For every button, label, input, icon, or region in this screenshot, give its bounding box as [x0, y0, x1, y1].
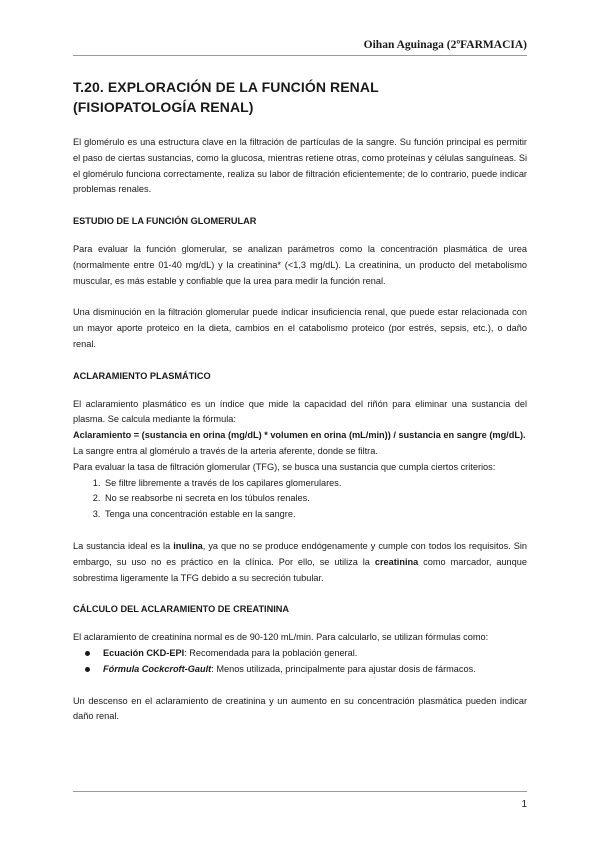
header-author: Oihan Aguinaga (2ºFARMACIA): [363, 39, 527, 51]
section-heading-aclaramiento: ACLARAMIENTO PLASMÁTICO: [73, 370, 211, 381]
inulina-text-a: La sustancia ideal es la: [73, 540, 174, 551]
creatinina-term: creatinina: [374, 556, 419, 567]
footer-divider: [73, 791, 527, 792]
aclaramiento-paragraph-3: Para evaluar la tasa de filtración glomerular (TFG), se busca una sustancia que cumpla ciertos criterios:: [73, 461, 496, 472]
inulina-text-e: como marcador, aunque sobrestima ligeramente la TFG debido a su secreción tubular.: [73, 556, 527, 583]
criteria-item: 1. Se filtre libremente a través de los capilares glomerulares.: [103, 476, 527, 492]
header-divider: [73, 55, 527, 56]
glomerular-paragraph-2: Una disminución en la filtración glomerular puede indicar insuficiencia renal, que puede estar relacionada con un mayor aporte proteico en la dieta, cambios en el catabolismo proteico (por estrés, sepsis, etc.), o daño renal.: [73, 307, 527, 349]
calculo-paragraph-1: El aclaramiento de creatinina normal es de 90-120 mL/min. Para calcularlo, se utilizan fórmulas como:: [73, 632, 489, 643]
criteria-item: 2. No se reabsorbe ni secreta en los túbulos renales.: [103, 491, 527, 507]
title-line-1: T.20. EXPLORACIÓN DE LA FUNCIÓN RENAL: [73, 79, 379, 95]
formula-list: [73, 646, 527, 678]
formula-item-term: Ecuación CKD-EPI: [103, 647, 185, 658]
inulina-text-c: , ya que no se produce endógenamente y cumple con todos los requisitos. Sin embargo, su uso no es práctico en la clínica. Por ello, se utiliza la: [73, 540, 528, 567]
aclaramiento-paragraph-1: El aclaramiento plasmático es un índice que mide la capacidad del riñón para eliminar una sustancia del plasma. Se calcula mediante la fórmula:: [73, 398, 527, 425]
criteria-item: 3. Tenga una concentración estable en la sangre.: [103, 507, 527, 523]
document-body: [73, 135, 527, 725]
section-heading-glomerular: ESTUDIO DE LA FUNCIÓN GLOMERULAR: [73, 216, 257, 227]
intro-paragraph: El glomérulo es una estructura clave en la filtración de partículas de la sangre. Su función principal es permitir el paso de ciertas sustancias, como la glucosa, mientras retiene otras, como proteínas y células sanguíneas. Si el glomérulo funciona correctamente, realiza su labor de filtración eficientemente; de lo contrario, puede indicar problemas renales.: [73, 137, 527, 195]
aclaramiento-paragraph-2: La sangre entra al glomérulo a través de la arteria aferente, donde se filtra.: [73, 445, 378, 456]
criteria-list: [73, 476, 527, 523]
formula-item: [103, 662, 527, 678]
inulina-term: inulina: [173, 540, 203, 551]
glomerular-paragraph-1: Para evaluar la función glomerular, se analizan parámetros como la concentración plasmática de urea (normalmente entre 01-40 mg/dL) y la creatinina* (<1,3 mg/dL). La creatinina, un producto del metabolismo muscular, es más estable y confiable que la urea para medir la función renal.: [73, 243, 527, 286]
section-heading-calculo: CÁLCULO DEL ACLARAMIENTO DE CREATININA: [73, 604, 290, 615]
page-title: [73, 77, 379, 117]
formula-item-term: Fórmula Cockcroft-Gault: [103, 663, 212, 674]
aclaramiento-formula: Aclaramiento = (sustancia en orina (mg/dL) * volumen en orina (mL/min)) / sustancia en sangre (mg/dL).: [73, 430, 526, 441]
page-number: 1: [521, 799, 527, 810]
formula-item: [103, 646, 527, 662]
calculo-paragraph-2: Un descenso en el aclaramiento de creatinina y un aumento en su concentración plasmática pueden indicar daño renal.: [73, 695, 527, 722]
title-line-2: (FISIOPATOLOGÍA RENAL): [73, 99, 254, 115]
formula-item-desc: : Menos utilizada, principalmente para ajustar dosis de fármacos.: [211, 663, 476, 674]
inulina-paragraph: [73, 539, 527, 586]
formula-item-desc: : Recomendada para la población general.: [184, 647, 358, 658]
